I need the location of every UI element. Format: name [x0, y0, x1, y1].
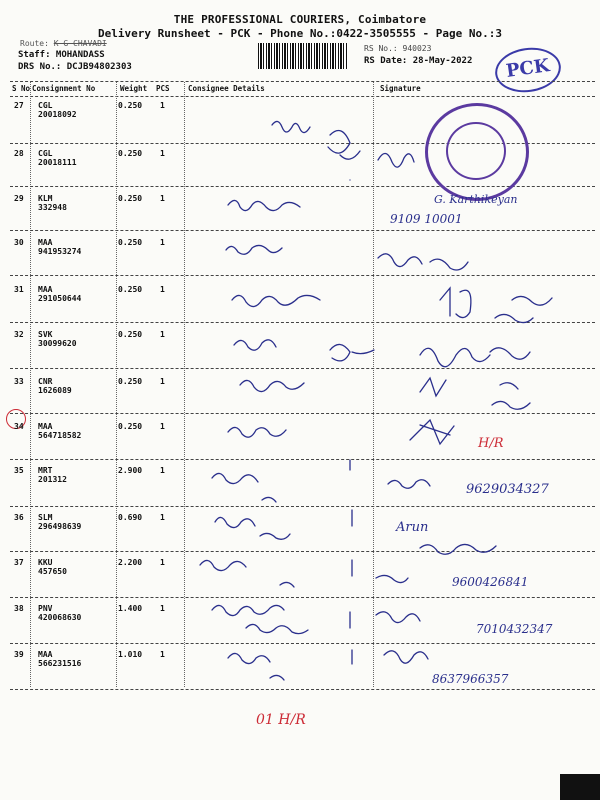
row-sno: 30 — [14, 238, 24, 247]
row-weight: 0.250 — [118, 149, 143, 158]
row-sno: 34 — [14, 422, 24, 431]
handwritten-phone: 9109 10001 — [390, 212, 463, 226]
row-pcs: 1 — [160, 101, 165, 110]
row-pcs: 1 — [160, 285, 165, 294]
scan-edge — [560, 774, 600, 800]
row-sno: 29 — [14, 194, 24, 203]
row-consignment: MAA 941953274 — [38, 238, 82, 256]
row-consignment: CGL 20018111 — [38, 149, 77, 167]
row-pcs: 1 — [160, 650, 165, 659]
row-consignment: KKU 457650 — [38, 558, 67, 576]
route-label: Route: — [20, 39, 49, 48]
row-weight: 1.010 — [118, 650, 143, 659]
row-weight: 0.250 — [118, 377, 143, 386]
row-pcs: 1 — [160, 604, 165, 613]
row-pcs: 1 — [160, 558, 165, 567]
handwritten-phone: 7010432347 — [476, 622, 553, 636]
row-consignment: MAA 564718582 — [38, 422, 82, 440]
row-sno: 33 — [14, 377, 24, 386]
row-sno: 31 — [14, 285, 24, 294]
row-pcs: 1 — [160, 422, 165, 431]
row-weight: 0.250 — [118, 330, 143, 339]
runsheet-subtitle: Delivery Runsheet - PCK - Phone No.:0422-3505555 - Page No.:3 — [98, 27, 502, 40]
handwritten-phone: 8637966357 — [432, 672, 509, 686]
row-sno: 39 — [14, 650, 24, 659]
row-consignment: MAA 291050644 — [38, 285, 82, 303]
row-pcs: 1 — [160, 194, 165, 203]
col-weight: Weight — [120, 84, 148, 93]
row-sno: 27 — [14, 101, 24, 110]
row-weight: 0.250 — [118, 238, 143, 247]
col-sno: S No — [12, 84, 31, 93]
col-consignee: Consignee Details — [188, 84, 265, 93]
handwritten-phone: 9600426841 — [452, 575, 529, 589]
handwritten-name: G. Karthikeyan — [434, 193, 518, 206]
row-weight: 1.400 — [118, 604, 143, 613]
row-weight: 2.200 — [118, 558, 143, 567]
row-sno: 37 — [14, 558, 24, 567]
row-pcs: 1 — [160, 238, 165, 247]
route-value: K G CHAVADI — [53, 39, 107, 48]
row-consignment: SVK 30099620 — [38, 330, 77, 348]
row-consignment: CGL 20018092 — [38, 101, 77, 119]
row-pcs: 1 — [160, 149, 165, 158]
row-sno: 36 — [14, 513, 24, 522]
row-weight: 0.250 — [118, 422, 143, 431]
row-sno: 38 — [14, 604, 24, 613]
row-consignment: CNR 1626089 — [38, 377, 72, 395]
handwritten-phone: 9629034327 — [466, 482, 549, 497]
row-consignment: PNV 420068630 — [38, 604, 82, 622]
row-consignment: SLM 296498639 — [38, 513, 82, 531]
col-signature: Signature — [380, 84, 421, 93]
pck-stamp: PCK — [492, 44, 563, 97]
row-weight: 0.250 — [118, 285, 143, 294]
col-consignment: Consignment No — [32, 84, 96, 93]
row-sno: 35 — [14, 466, 24, 475]
row-weight: 0.250 — [118, 101, 143, 110]
row-pcs: 1 — [160, 377, 165, 386]
drs-number: DRS No.: DCJB94802303 — [18, 62, 132, 72]
rs-date: RS Date: 28-May-2022 — [364, 56, 473, 66]
row-sno: 32 — [14, 330, 24, 339]
red-hr-mark: H/R — [478, 436, 504, 451]
row-pcs: 1 — [160, 330, 165, 339]
red-footer-note: 01 H/R — [256, 712, 306, 728]
row-pcs: 1 — [160, 513, 165, 522]
col-pcs: PCS — [156, 84, 170, 93]
row-weight: 0.250 — [118, 194, 143, 203]
company-title: THE PROFESSIONAL COURIERS, Coimbatore — [173, 13, 427, 26]
row-sno: 28 — [14, 149, 24, 158]
row-pcs: 1 — [160, 466, 165, 475]
row-weight: 2.900 — [118, 466, 143, 475]
row-consignment: KLM 332948 — [38, 194, 67, 212]
row-consignment: MRT 201312 — [38, 466, 67, 484]
row-weight: 0.690 — [118, 513, 143, 522]
handwritten-name: Arun — [396, 520, 429, 535]
staff-line: Staff: MOHANDASS — [18, 50, 105, 60]
row-consignment: MAA 566231516 — [38, 650, 82, 668]
rs-number: RS No.: 940023 — [364, 44, 432, 53]
